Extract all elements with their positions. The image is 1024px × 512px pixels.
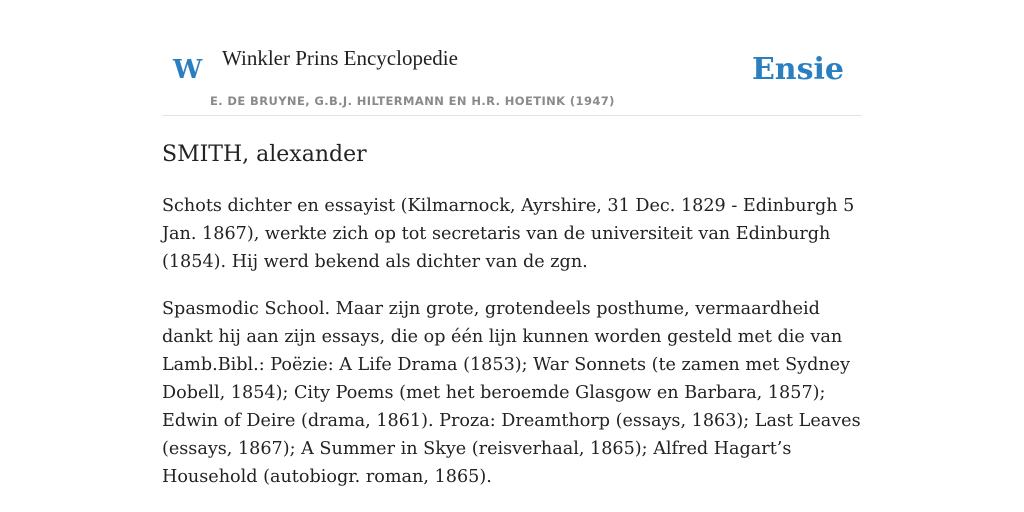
entry-paragraph: Spasmodic School. Maar zijn grote, grotendeels posthume, vermaardheid dankt hij aan zijn essays, die op één lijn kunnen worden gesteld met die van Lamb.Bibl.: Poëzie: A Life Drama (1853); War Sonnets (te zamen met Sydney Dobell, 1854); City Poems (met het beroemde Glasgow en Barbara, 1857); Edwin of Deire (drama, 1861). Proza: Dreamthorp (essays, 1863); Last Leaves (essays, 1867); A Summer in Skye (reisverhaal, 1865); Alfred Hagart’s Household (autobiogr. roman, 1865). [162, 299, 861, 487]
source-authors: E. DE BRUYNE, G.B.J. HILTERMANN EN H.R. HOETINK (1947) [210, 94, 615, 108]
source-logo[interactable]: W [173, 55, 203, 85]
source-header [162, 40, 862, 115]
entry-title: SMITH, alexander [162, 142, 367, 167]
ensie-logo[interactable]: Ensie [751, 52, 844, 87]
entry-paragraph: Schots dichter en essayist (Kilmarnock, Ayrshire, 31 Dec. 1829 - Edinburgh 5 Jan. 1867), werkte zich op tot secretaris van de universiteit van Edinburgh (1854). Hij werd bekend als dichter van de zgn. [162, 196, 855, 272]
header-divider [162, 115, 862, 116]
source-title[interactable]: Winkler Prins Encyclopedie [222, 46, 458, 70]
